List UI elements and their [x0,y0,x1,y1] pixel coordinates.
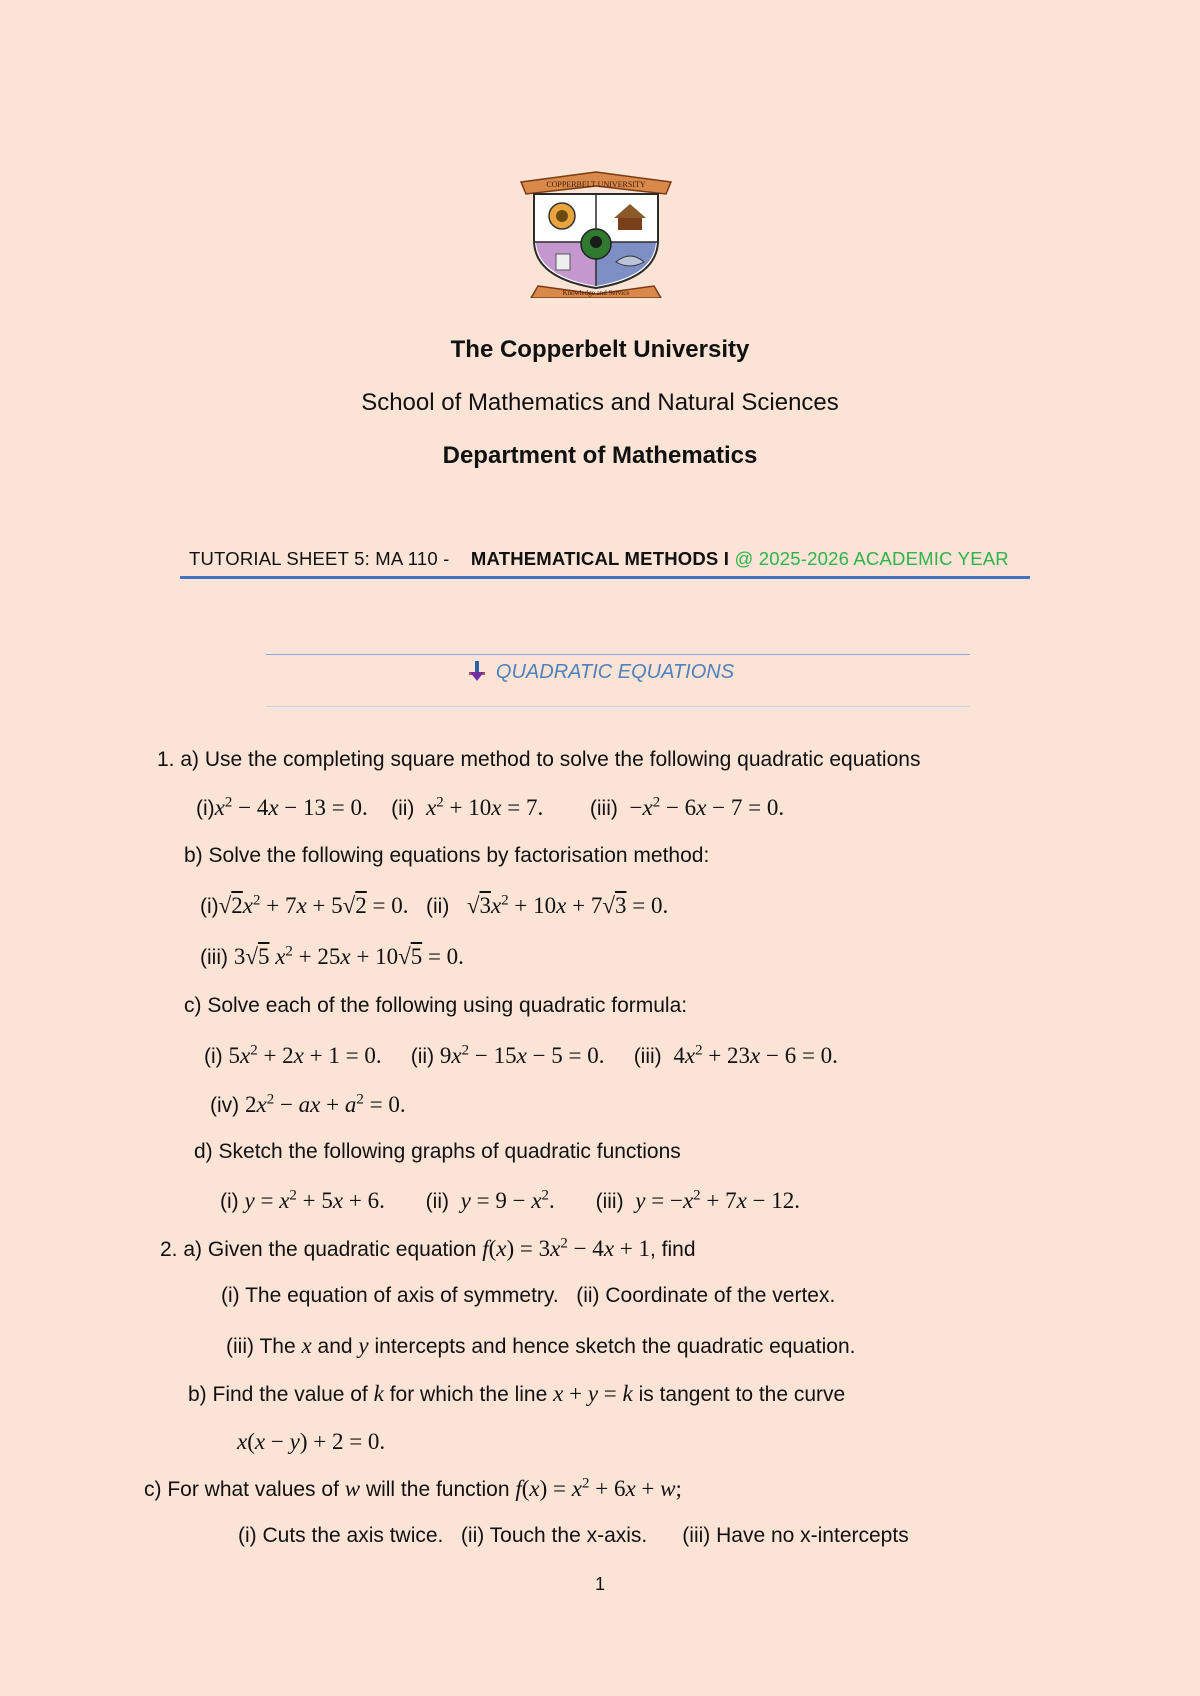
q2c-pre: c) For what values of [144,1478,339,1501]
q2a-parts-row1 [221,1284,835,1308]
q1d-functions: (i) $y = x^2 + 5x + 6$. (ii) $y = 9 - x^2$. (iii) $y = -x^2 + 7x - 12$. [220,1187,801,1213]
q1b-intro: b) Solve the following equations by factorisation method: [184,844,710,867]
q2b-intro: b) Find the value of k for which the line x + y = k is tangent to the curve [188,1381,846,1406]
q2b-post: is tangent to the curve [638,1383,846,1406]
q2a-parts-row2: (iii) The x and y intercepts and hence sketch the quadratic equation. [226,1333,856,1358]
q2a-part-ii: (ii) Coordinate of the vertex. [576,1284,836,1307]
q2a-intro-pre: 2. a) Given the quadratic equation [160,1238,477,1261]
tutorial-sheet-heading [189,548,1009,570]
topic-rule-bottom [266,706,970,707]
department-name: Department of Mathematics [442,442,758,469]
q2c-part-iii: (iii) Have no x-intercepts [682,1524,909,1547]
q1c-equations-row2: (iv) $2x^2$ − ax + $a^2 = 0$. [210,1091,406,1117]
q2b-pre: b) Find the value of [188,1383,368,1406]
logo-bottom-text: Knowledge and Service [562,289,630,297]
heading-rule [180,576,1030,579]
q2a-intro-post: , find [650,1238,696,1261]
school-name: School of Mathematics and Natural Sciences [361,389,839,416]
q1c-equations-row1: (i) $5x^2 + 2x + 1 = 0$. (ii) $9x^2 - 15x - 5 = 0$. (iii) $4x^2 + 23x - 6 = 0$. [204,1042,838,1068]
q1a-intro: 1. a) Use the completing square method to solve the following quadratic equations [157,748,921,771]
arrow-down-icon [466,660,488,682]
q2a-part-iii-post: intercepts and hence sketch the quadratic equation. [374,1335,856,1358]
q2c-parts [238,1524,909,1548]
page-number: 1 [594,1574,605,1594]
q1b-equations-row1: $(i)√2x^2 + 7x + 5√2 = 0$. (ii) $√3x^2 + 10x + 7√3 = 0$. [200,892,669,918]
university-crest-logo [516,170,676,298]
q2a-intro: 2. a) Given the quadratic equation $f(x) = 3x^2 - 4x + 1$, find [160,1235,696,1261]
sheet-prefix: TUTORIAL SHEET 5: MA 110 - [189,548,450,569]
q2a-part-i: (i) The equation of axis of symmetry. [221,1284,559,1307]
logo-top-text: COPPERBELT UNIVERSITY [546,180,646,189]
q1c-intro: c) Solve each of the following using quadratic formula: [184,994,688,1017]
q1d-intro: d) Sketch the following graphs of quadratic functions [194,1140,681,1163]
sheet-year: @ 2025-2026 ACADEMIC YEAR [734,548,1009,569]
q2c-part-ii: (ii) Touch the x-axis. [460,1524,648,1547]
topic-rule-top [266,654,970,655]
sheet-course: MATHEMATICAL METHODS I [470,548,730,569]
university-title: The Copperbelt University [450,336,750,363]
q2a-part-iii-pre: (iii) The [226,1335,296,1358]
q2a-part-iii-and: and [317,1335,353,1358]
q2b-mid: for which the line [389,1383,548,1406]
topic-heading [0,660,1200,684]
topic-label: QUADRATIC EQUATIONS [495,661,735,683]
q1b-equations-row2: (iii) 3√5 $x^2 + 25x + 10√5 = 0$. [200,943,464,969]
q1a-equations: $(i)x^2 - 4x - 13 = 0$. (ii) $x^2 + 10x = 7$. $(iii) -x^2 - 6x - 7 = 0$. [196,794,785,820]
q2c-intro: c) For what values of w will the function $f(x) = x^2 + 6x + w$; [144,1475,682,1501]
q2b-curve: x(x − y) + 2 = 0. [237,1429,386,1454]
q2c-part-i: (i) Cuts the axis twice. [238,1524,444,1547]
q2c-mid: will the function [365,1478,510,1501]
